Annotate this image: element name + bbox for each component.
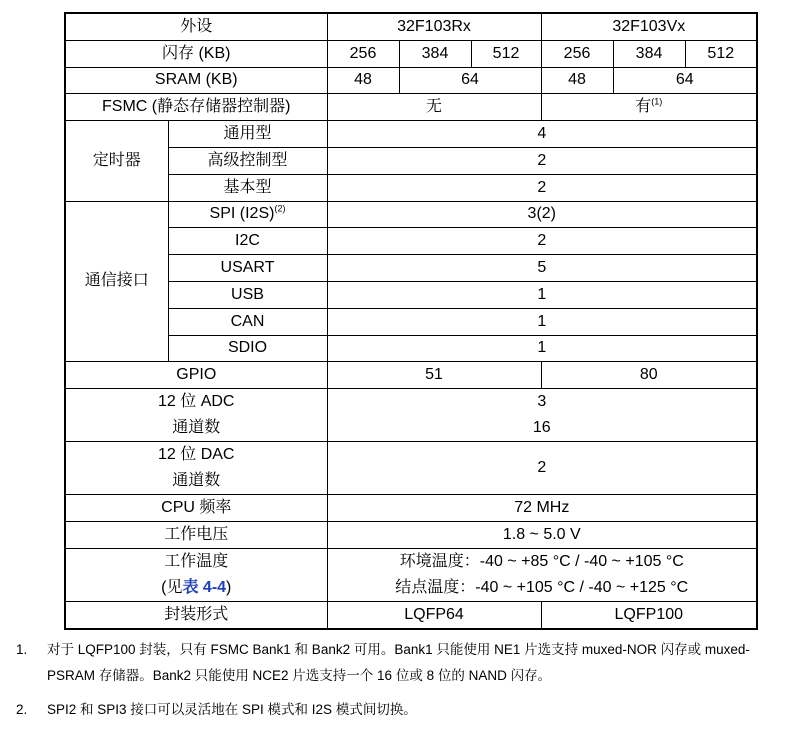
temp-label <box>65 548 327 601</box>
flash-row <box>65 40 757 67</box>
sram-cell: 64 <box>613 67 757 94</box>
flash-cell: 384 <box>613 40 685 67</box>
adc-label-line2: 通道数 <box>172 419 221 437</box>
cpu-label: CPU 频率 <box>65 495 327 522</box>
header-vx: 32F103Vx <box>541 13 757 40</box>
comm-row <box>65 308 757 335</box>
comm-group-label: 通信接口 <box>65 201 168 362</box>
footnote-text: SPI2 和 SPI3 接口可以灵活地在 SPI 模式和 I2S 模式间切换。 <box>47 702 417 717</box>
footnote-ref-1: (1) <box>651 96 663 107</box>
comm-row <box>65 228 757 255</box>
spi-label <box>168 201 327 228</box>
comm-label: CAN <box>168 308 327 335</box>
adc-value-line2: 16 <box>532 419 551 437</box>
sram-cell: 64 <box>399 67 541 94</box>
timer-row <box>65 147 757 174</box>
package-label: 封装形式 <box>65 601 327 628</box>
flash-cell: 384 <box>399 40 471 67</box>
comm-value: 5 <box>327 255 757 282</box>
timer-row <box>65 121 757 148</box>
timer-value: 2 <box>327 147 757 174</box>
temp-row <box>65 548 757 601</box>
comm-value: 1 <box>327 281 757 308</box>
temp-label-close: ) <box>226 578 232 596</box>
footnote-ref-2: (2) <box>274 204 286 215</box>
timer-label: 基本型 <box>168 174 327 201</box>
timers-group-label: 定时器 <box>65 121 168 201</box>
package-vx: LQFP100 <box>541 601 757 628</box>
temp-label-open: (见 <box>161 578 183 596</box>
footnote-2 <box>16 697 786 723</box>
footnote-text: 对于 LQFP100 封装，只有 FSMC Bank1 和 Bank2 可用。Bank1 只能使用 NE1 片选支持 muxed-NOR 闪存或 muxed-PSRAM 存储器。Bank2 只能使用 NCE2 片选支持一个 16 位或 8 位的 NAND 闪存。 <box>47 642 750 683</box>
header-rx: 32F103Rx <box>327 13 541 40</box>
adc-label <box>65 389 327 442</box>
fsmc-vx-value: 有 <box>635 98 652 116</box>
timer-label: 通用型 <box>168 121 327 148</box>
fsmc-label: FSMC (静态存储器控制器) <box>65 94 327 121</box>
cpu-row <box>65 495 757 522</box>
voltage-row <box>65 521 757 548</box>
sram-label: SRAM (KB) <box>65 67 327 94</box>
comm-row <box>65 335 757 362</box>
adc-label-line1: 12 位 ADC <box>158 393 235 411</box>
comm-row <box>65 201 757 228</box>
footnote-number: 2. <box>16 702 28 717</box>
footnotes <box>16 637 786 723</box>
dac-label-line1: 12 位 DAC <box>158 446 235 464</box>
cpu-value: 72 MHz <box>327 495 757 522</box>
junction-temp: 结点温度：-40 ~ +105 °C / -40 ~ +125 °C <box>395 578 689 596</box>
spi-value: 3(2) <box>327 201 757 228</box>
dac-value: 2 <box>327 442 757 495</box>
flash-cell: 256 <box>327 40 399 67</box>
flash-cell: 256 <box>541 40 613 67</box>
sram-cell: 48 <box>327 67 399 94</box>
fsmc-row <box>65 94 757 121</box>
peripheral-spec-table <box>64 12 758 630</box>
spi-label-text: SPI (I2S) <box>209 205 275 223</box>
adc-value <box>327 389 757 442</box>
gpio-rx: 51 <box>327 362 541 389</box>
comm-row <box>65 255 757 282</box>
comm-value: 2 <box>327 228 757 255</box>
header-row <box>65 13 757 40</box>
voltage-value: 1.8 ~ 5.0 V <box>327 521 757 548</box>
footnote-number: 1. <box>16 642 28 657</box>
temp-value <box>327 548 757 601</box>
dac-label <box>65 442 327 495</box>
timer-value: 4 <box>327 121 757 148</box>
voltage-label: 工作电压 <box>65 521 327 548</box>
temp-label-line2 <box>66 575 327 601</box>
timer-label: 高级控制型 <box>168 147 327 174</box>
package-row <box>65 601 757 628</box>
timer-value: 2 <box>327 174 757 201</box>
footnote-1 <box>16 637 786 689</box>
comm-label: USB <box>168 281 327 308</box>
comm-value: 1 <box>327 308 757 335</box>
gpio-row <box>65 362 757 389</box>
timer-row <box>65 174 757 201</box>
temp-label-line1: 工作温度 <box>164 552 229 570</box>
comm-row <box>65 281 757 308</box>
dac-label-line2: 通道数 <box>172 472 221 490</box>
comm-label: USART <box>168 255 327 282</box>
dac-row <box>65 442 757 495</box>
flash-cell: 512 <box>685 40 757 67</box>
sram-cell: 48 <box>541 67 613 94</box>
header-peripheral: 外设 <box>65 13 327 40</box>
adc-row <box>65 389 757 442</box>
sram-row <box>65 67 757 94</box>
adc-value-line1: 3 <box>537 393 547 411</box>
package-rx: LQFP64 <box>327 601 541 628</box>
comm-label: I2C <box>168 228 327 255</box>
fsmc-rx: 无 <box>327 94 541 121</box>
comm-label: SDIO <box>168 335 327 362</box>
comm-value: 1 <box>327 335 757 362</box>
flash-cell: 512 <box>471 40 541 67</box>
gpio-label: GPIO <box>65 362 327 389</box>
flash-label: 闪存 (KB) <box>65 40 327 67</box>
gpio-vx: 80 <box>541 362 757 389</box>
fsmc-vx <box>541 94 757 121</box>
ambient-temp: 环境温度：-40 ~ +85 °C / -40 ~ +105 °C <box>399 552 684 570</box>
table-4-4-link[interactable]: 表 4-4 <box>182 578 227 596</box>
